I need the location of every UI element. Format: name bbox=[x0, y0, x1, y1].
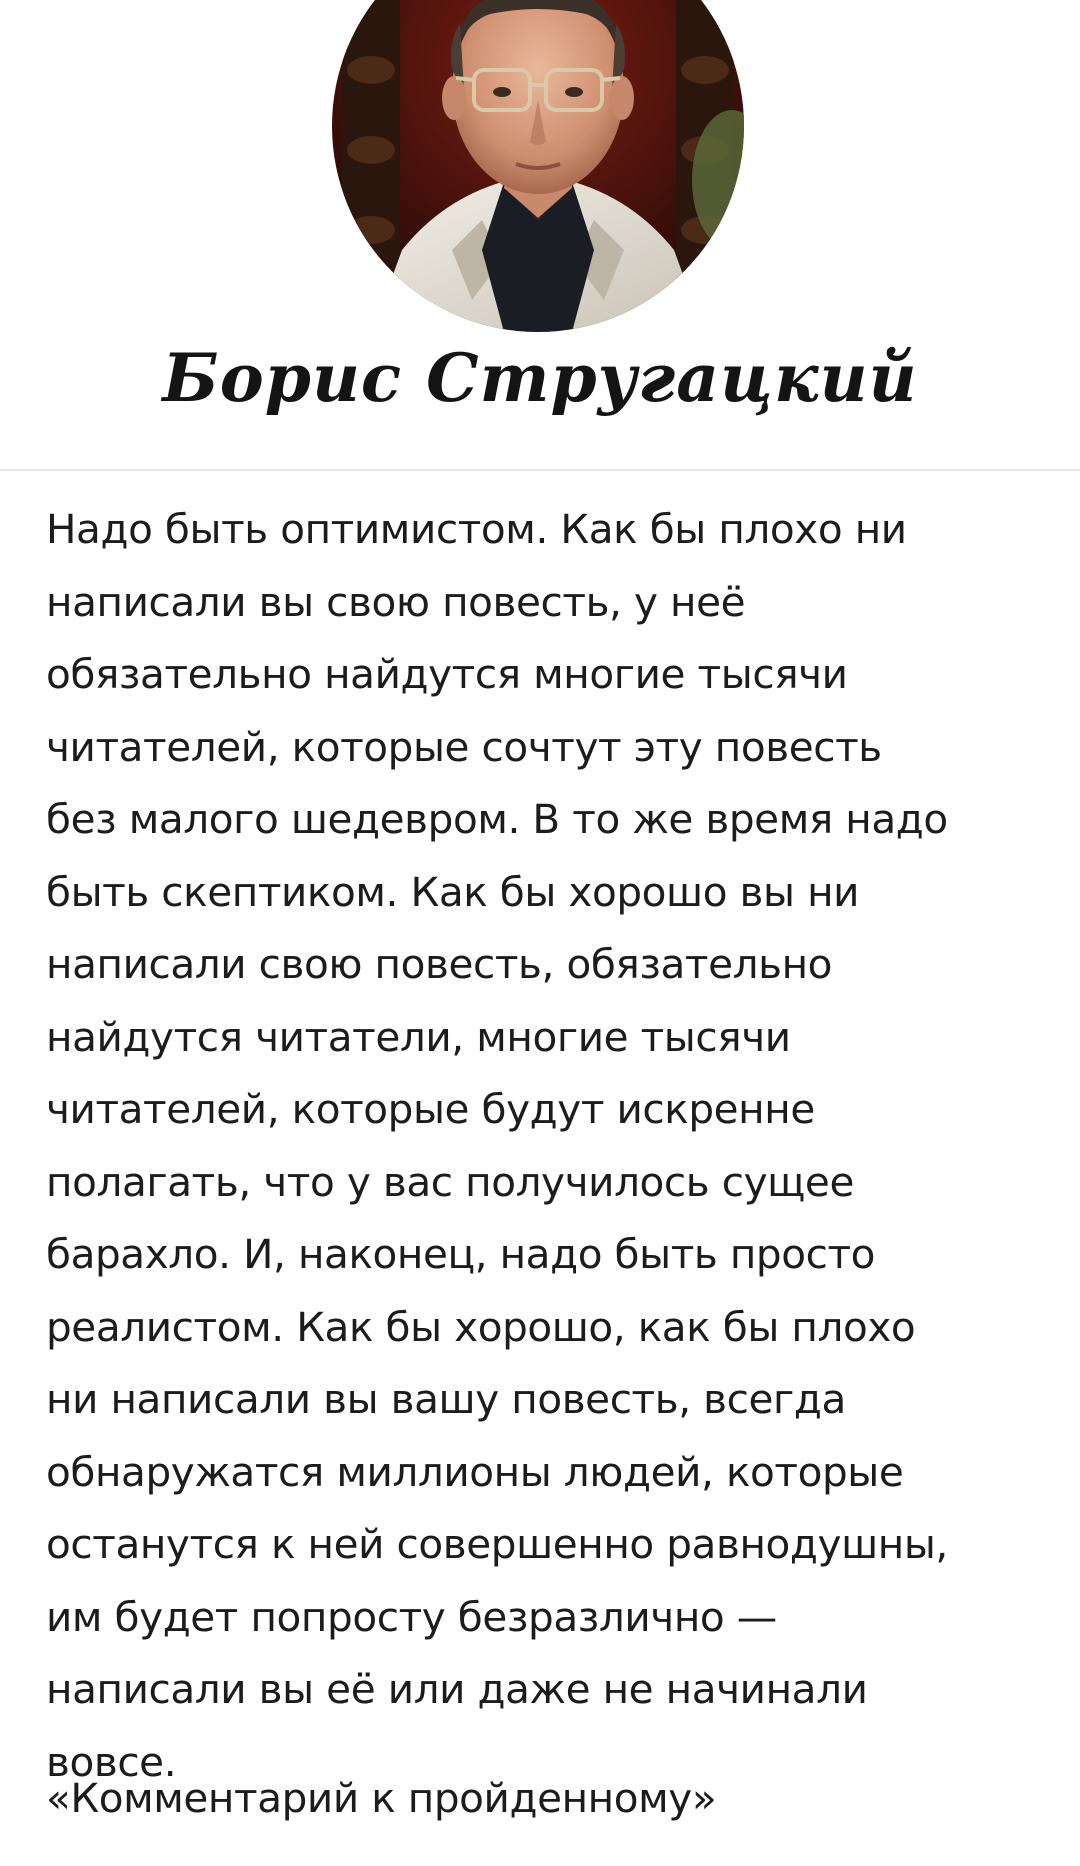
quote-line: без малого шедевром. В то же время надо bbox=[46, 795, 948, 843]
author-signature: Борис Стругацкий bbox=[162, 339, 918, 417]
quote-line: написали вы свою повесть, у неё bbox=[46, 577, 746, 626]
quote-line: Надо быть оптимистом. Как бы плохо ни bbox=[46, 505, 907, 553]
author-avatar bbox=[332, 0, 744, 332]
quote-line: найдутся читатели, многие тысячи bbox=[46, 1012, 791, 1061]
quote-text bbox=[46, 493, 1046, 1798]
quote-line: им будет попросту безразлично — bbox=[46, 1592, 777, 1641]
quote-line: написали вы её или даже не начинали bbox=[46, 1665, 868, 1713]
quote-line: останутся к ней совершенно равнодушны, bbox=[46, 1520, 948, 1568]
quote-line: читателей, которые будут искренне bbox=[46, 1085, 815, 1133]
quote-line: читателей, которые сочтут эту повесть bbox=[46, 722, 882, 771]
quote-line: обязательно найдутся многие тысячи bbox=[46, 650, 848, 698]
quote-line: быть скептиком. Как бы хорошо вы ни bbox=[46, 867, 860, 916]
quote-line: обнаружатся миллионы людей, которые bbox=[46, 1447, 904, 1496]
quote-line: барахло. И, наконец, надо быть просто bbox=[46, 1230, 876, 1278]
quote-line: полагать, что у вас получилось сущее bbox=[46, 1157, 854, 1206]
quote-source: «Комментарий к пройденному» bbox=[46, 1774, 717, 1822]
quote-line: реалистом. Как бы хорошо, как бы плохо bbox=[46, 1302, 916, 1351]
quote-line: написали свою повесть, обязательно bbox=[46, 940, 833, 988]
quote-line: ни написали вы вашу повесть, всегда bbox=[46, 1375, 846, 1423]
author-portrait-icon bbox=[332, 0, 744, 332]
quote-line: вовсе. bbox=[46, 1737, 177, 1786]
header-divider bbox=[0, 469, 1080, 471]
author-header bbox=[0, 0, 1080, 470]
